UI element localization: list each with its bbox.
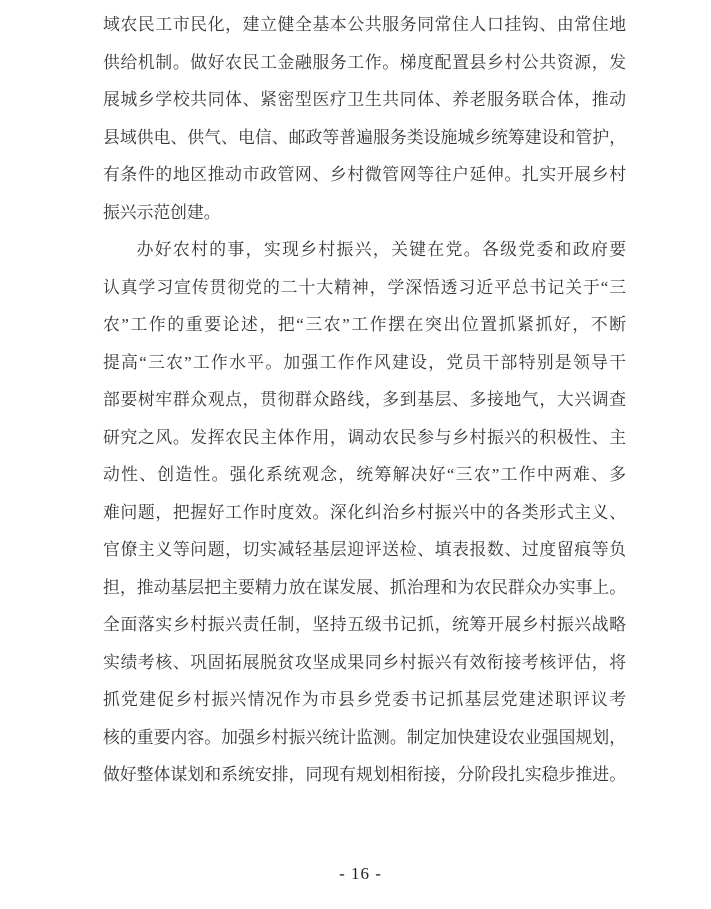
text-line: 实绩考核、巩固拓展脱贫攻坚成果同乡村振兴有效衔接考核评估，将 [103, 652, 626, 672]
text-line: 难问题，把握好工作时度效。深化纠治乡村振兴中的各类形式主义、 [103, 502, 626, 522]
text-line: 部要树牢群众观点，贯彻群众路线，多到基层、多接地气，大兴调查 [103, 390, 626, 409]
text-line: 办好农村的事，实现乡村振兴，关键在党。各级党委和政府要 [136, 240, 626, 259]
page-number: - 16 - [339, 864, 382, 883]
text-line: 认真学习宣传贯彻党的二十大精神，学深悟透习近平总书记关于“三 [103, 277, 626, 297]
document-body [103, 6, 626, 794]
text-line: 担，推动基层把主要精力放在谋发展、抓治理和为农民群众办实事上。 [103, 577, 626, 597]
page-footer [0, 862, 711, 886]
text-line: 振兴示范创建。 [103, 202, 221, 222]
text-line: 研究之风。发挥农民主体作用，调动农民参与乡村振兴的积极性、主 [103, 427, 626, 447]
text-line: 域农民工市民化，建立健全基本公共服务同常住人口挂钩、由常住地 [103, 15, 626, 34]
text-line: 展城乡学校共同体、紧密型医疗卫生共同体、养老服务联合体，推动 [103, 90, 626, 109]
text-line: 供给机制。做好农民工金融服务工作。梯度配置县乡村公共资源，发 [103, 52, 626, 72]
text-line: 动性、创造性。强化系统观念，统筹解决好“三农”工作中两难、多 [103, 465, 626, 484]
text-line: 县域供电、供气、电信、邮政等普遍服务类设施城乡统筹建设和管护， [103, 127, 626, 147]
text-line: 提高“三农”工作水平。加强工作作风建设，党员干部特别是领导干 [103, 352, 626, 372]
text-line: 核的重要内容。加强乡村振兴统计监测。制定加快建设农业强国规划， [103, 727, 626, 747]
text-line: 农”工作的重要论述，把“三农”工作摆在突出位置抓紧抓好，不断 [103, 315, 626, 334]
text-line: 全面落实乡村振兴责任制，坚持五级书记抓，统筹开展乡村振兴战略 [103, 615, 626, 634]
text-line: 官僚主义等问题，切实减轻基层迎评送检、填表报数、过度留痕等负 [103, 540, 626, 559]
text-line: 抓党建促乡村振兴情况作为市县乡党委书记抓基层党建述职评议考 [103, 690, 626, 709]
text-line: 做好整体谋划和系统安排，同现有规划相衔接，分阶段扎实稳步推进。 [103, 765, 626, 784]
text-line: 有条件的地区推动市政管网、乡村微管网等往户延伸。扎实开展乡村 [103, 165, 626, 184]
